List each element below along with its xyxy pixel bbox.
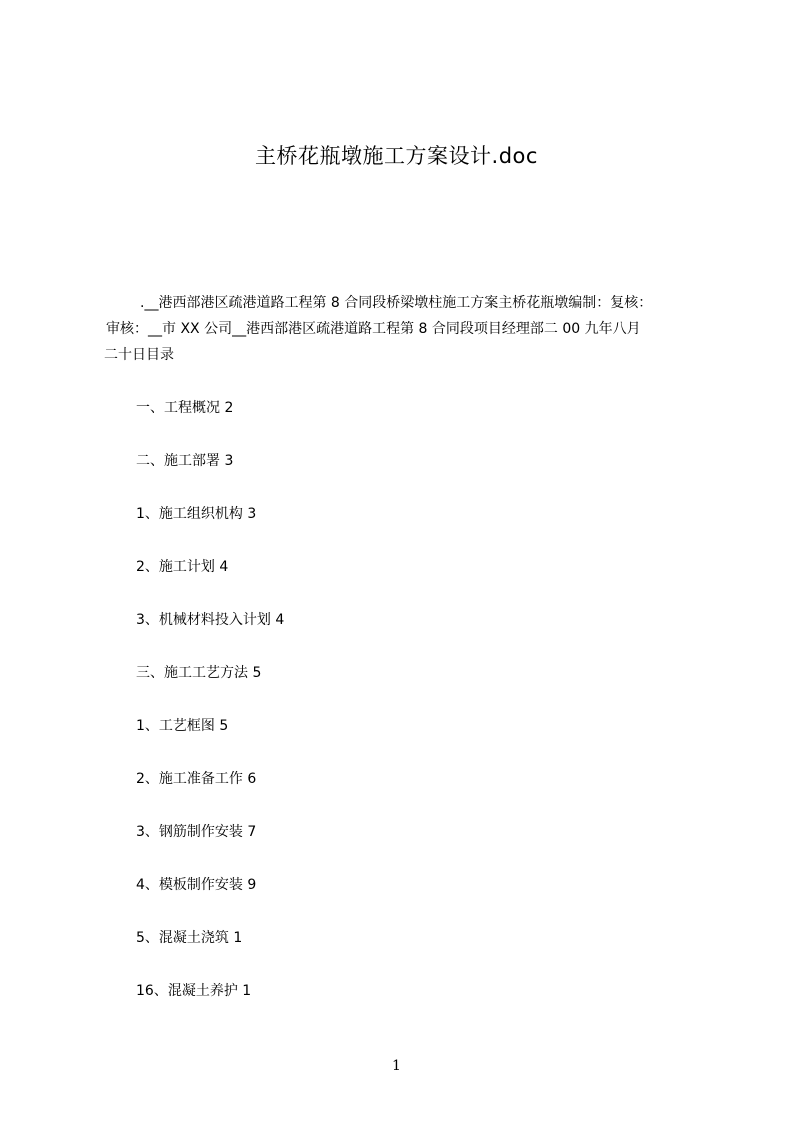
document-title: 主桥花瓶墩施工方案设计.doc	[255, 144, 538, 168]
toc-item: 5、混凝土浇筑 1	[136, 930, 243, 946]
table-of-contents	[136, 395, 284, 1031]
toc-item: 4、模板制作安装 9	[136, 877, 257, 893]
toc-item: 3、机械材料投入计划 4	[136, 612, 285, 628]
intro-line: .__港西部港区疏港道路工程第 8 合同段桥梁墩柱施工方案主桥花瓶墩编制：复核：	[140, 295, 653, 311]
toc-item: 三、施工工艺方法 5	[136, 665, 262, 681]
toc-item: 1、施工组织机构 3	[136, 506, 257, 522]
intro-paragraph	[104, 290, 724, 368]
intro-line: 审核：__市 XX 公司__港西部港区疏港道路工程第 8 合同段项目经理部二 00 九年八月	[106, 321, 641, 337]
toc-item: 一、工程概况 2	[136, 400, 234, 416]
toc-item: 二、施工部署 3	[136, 453, 234, 469]
toc-item: 1、工艺框图 5	[136, 718, 229, 734]
toc-item: 2、施工准备工作 6	[136, 771, 257, 787]
page-number: 1	[392, 1058, 401, 1074]
toc-item: 2、施工计划 4	[136, 559, 229, 575]
toc-item: 3、钢筋制作安装 7	[136, 824, 257, 840]
intro-line: 二十日目录	[104, 347, 174, 363]
toc-item: 16、混凝土养护 1	[136, 983, 252, 999]
